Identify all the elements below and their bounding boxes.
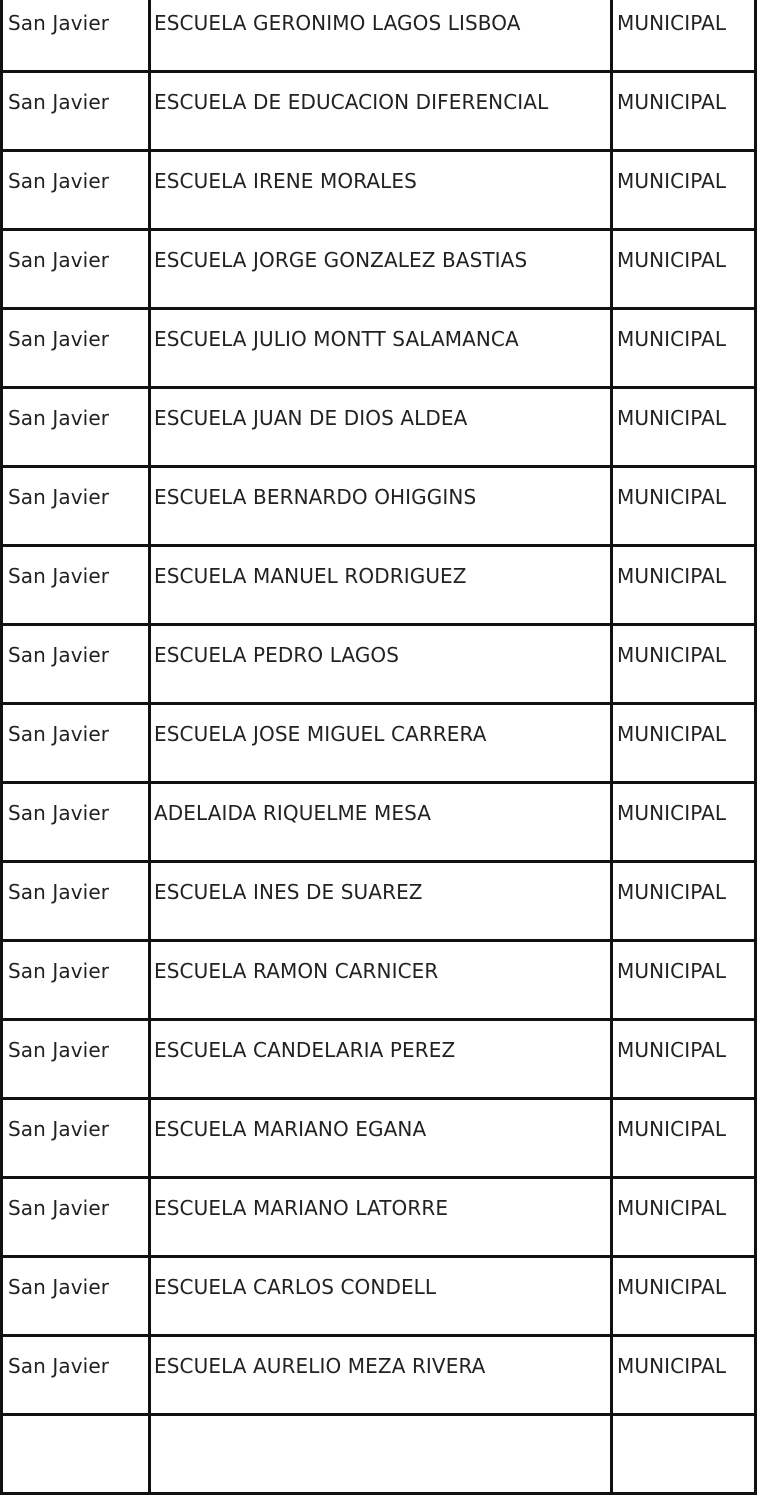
school-name-cell: ESCUELA GERONIMO LAGOS LISBOA [150, 0, 612, 72]
commune-cell [2, 1415, 150, 1494]
commune-cell: San Javier [2, 625, 150, 704]
commune-cell: San Javier [2, 388, 150, 467]
school-type-cell: MUNICIPAL [612, 625, 756, 704]
school-name-cell: ESCUELA DE EDUCACION DIFERENCIAL [150, 72, 612, 151]
table-row [2, 625, 756, 704]
commune-cell: San Javier [2, 783, 150, 862]
school-type-cell: MUNICIPAL [612, 941, 756, 1020]
school-type-cell: MUNICIPAL [612, 309, 756, 388]
school-type-cell: MUNICIPAL [612, 1020, 756, 1099]
commune-cell: San Javier [2, 0, 150, 72]
school-type-cell: MUNICIPAL [612, 1336, 756, 1415]
school-type-cell: MUNICIPAL [612, 1178, 756, 1257]
table-row [2, 1257, 756, 1336]
commune-cell: San Javier [2, 1257, 150, 1336]
commune-cell: San Javier [2, 1099, 150, 1178]
commune-cell: San Javier [2, 1336, 150, 1415]
school-type-cell: MUNICIPAL [612, 72, 756, 151]
school-name-cell [150, 1415, 612, 1494]
table-row [2, 0, 756, 72]
commune-cell: San Javier [2, 941, 150, 1020]
table-row [2, 783, 756, 862]
school-name-cell: ESCUELA JORGE GONZALEZ BASTIAS [150, 230, 612, 309]
school-type-cell: MUNICIPAL [612, 1257, 756, 1336]
school-name-cell: ESCUELA IRENE MORALES [150, 151, 612, 230]
table-row [2, 151, 756, 230]
school-name-cell: ESCUELA MARIANO EGANA [150, 1099, 612, 1178]
school-name-cell: ESCUELA JULIO MONTT SALAMANCA [150, 309, 612, 388]
school-type-cell: MUNICIPAL [612, 388, 756, 467]
school-name-cell: ESCUELA MARIANO LATORRE [150, 1178, 612, 1257]
commune-cell: San Javier [2, 72, 150, 151]
commune-cell: San Javier [2, 309, 150, 388]
table-row [2, 1336, 756, 1415]
school-name-cell: ESCUELA CARLOS CONDELL [150, 1257, 612, 1336]
school-type-cell: MUNICIPAL [612, 0, 756, 72]
school-type-cell: MUNICIPAL [612, 230, 756, 309]
school-name-cell: ESCUELA PEDRO LAGOS [150, 625, 612, 704]
table-row [2, 1415, 756, 1494]
school-name-cell: ESCUELA MANUEL RODRIGUEZ [150, 546, 612, 625]
school-type-cell: MUNICIPAL [612, 862, 756, 941]
table-row [2, 1099, 756, 1178]
table-row [2, 388, 756, 467]
table-row [2, 72, 756, 151]
table-row [2, 230, 756, 309]
commune-cell: San Javier [2, 1178, 150, 1257]
school-name-cell: ESCUELA JUAN DE DIOS ALDEA [150, 388, 612, 467]
table-row [2, 546, 756, 625]
table-row [2, 467, 756, 546]
school-type-cell: MUNICIPAL [612, 546, 756, 625]
commune-cell: San Javier [2, 230, 150, 309]
table-row [2, 1178, 756, 1257]
school-type-cell: MUNICIPAL [612, 1099, 756, 1178]
school-type-cell: MUNICIPAL [612, 467, 756, 546]
table-row [2, 1020, 756, 1099]
school-name-cell: ADELAIDA RIQUELME MESA [150, 783, 612, 862]
school-name-cell: ESCUELA AURELIO MEZA RIVERA [150, 1336, 612, 1415]
commune-cell: San Javier [2, 546, 150, 625]
school-type-cell: MUNICIPAL [612, 783, 756, 862]
commune-cell: San Javier [2, 1020, 150, 1099]
commune-cell: San Javier [2, 467, 150, 546]
commune-cell: San Javier [2, 862, 150, 941]
commune-cell: San Javier [2, 704, 150, 783]
table-row [2, 309, 756, 388]
school-name-cell: ESCUELA BERNARDO OHIGGINS [150, 467, 612, 546]
school-name-cell: ESCUELA CANDELARIA PEREZ [150, 1020, 612, 1099]
school-type-cell: MUNICIPAL [612, 151, 756, 230]
school-type-cell [612, 1415, 756, 1494]
school-type-cell: MUNICIPAL [612, 704, 756, 783]
schools-table-body [2, 0, 756, 1494]
table-row [2, 941, 756, 1020]
commune-cell: San Javier [2, 151, 150, 230]
table-row [2, 704, 756, 783]
school-name-cell: ESCUELA RAMON CARNICER [150, 941, 612, 1020]
school-name-cell: ESCUELA INES DE SUAREZ [150, 862, 612, 941]
school-name-cell: ESCUELA JOSE MIGUEL CARRERA [150, 704, 612, 783]
table-row [2, 862, 756, 941]
